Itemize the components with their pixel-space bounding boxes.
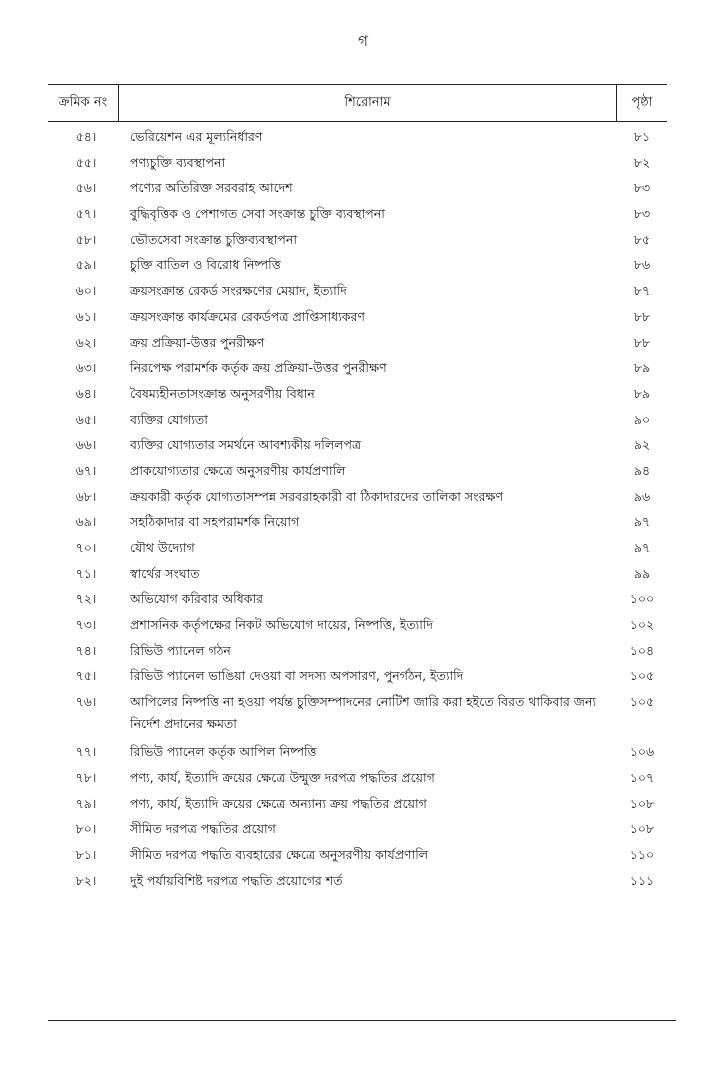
table-row bbox=[48, 816, 667, 842]
row-page: ৮৩ bbox=[633, 180, 651, 196]
row-serial: ৬৩। bbox=[75, 360, 97, 376]
row-title: পণ্যের অতিরিক্ত সরবরাহ আদেশ bbox=[130, 180, 293, 196]
table-row bbox=[48, 612, 667, 638]
row-page: ৮৬ bbox=[633, 257, 651, 273]
table-row bbox=[48, 201, 667, 227]
row-page: ৮৮ bbox=[633, 334, 651, 350]
row-title: পণ্য, কার্য, ইত্যাদি ক্রয়ের ক্ষেত্রে উন্মুক্ত দরপত্র পদ্ধতির প্রয়োগ bbox=[130, 769, 435, 785]
row-title: চুক্তি বাতিল ও বিরোধ নিষ্পত্তি bbox=[130, 257, 281, 273]
row-page: ৮৫ bbox=[633, 231, 651, 247]
table-row bbox=[48, 407, 667, 433]
row-serial: ৭৫। bbox=[75, 668, 97, 684]
page-marker: গ bbox=[358, 32, 368, 50]
table-row bbox=[48, 868, 667, 894]
row-title: ব্যক্তির যোগ্যতার সমর্থনে আবশ্যকীয় দলিলপত্র bbox=[130, 437, 362, 453]
row-page: ১১০ bbox=[629, 846, 655, 862]
row-serial: ৮১। bbox=[75, 846, 97, 862]
table-row bbox=[48, 842, 667, 868]
row-page: ৮৯ bbox=[633, 360, 651, 376]
table-header bbox=[48, 84, 667, 122]
row-title: বৈষম্যহীনতাসংক্রান্ত অনুসরণীয় বিধান bbox=[130, 385, 315, 401]
row-serial: ৭৬। bbox=[75, 694, 97, 710]
row-page: ১০৫ bbox=[629, 694, 655, 710]
row-title: পণ্য, কার্য, ইত্যাদি ক্রয়ের ক্ষেত্রে অন্যান্য ক্রয় পদ্ধতির প্রয়োগ bbox=[130, 795, 427, 811]
row-serial: ৬৯। bbox=[75, 514, 97, 530]
row-title: ভৌতসেবা সংক্রান্ত চুক্তিব্যবস্থাপনা bbox=[130, 231, 297, 247]
row-page: ৯৪ bbox=[633, 462, 651, 478]
row-page: ৯৯ bbox=[633, 565, 651, 581]
row-serial: ৫৮। bbox=[75, 231, 97, 247]
table-row bbox=[48, 227, 667, 253]
row-serial: ৫৬। bbox=[75, 180, 97, 196]
row-serial: ৬৫। bbox=[75, 411, 97, 427]
table-row bbox=[48, 791, 667, 817]
row-serial: ৬৬। bbox=[75, 437, 97, 453]
row-page: ১০৮ bbox=[629, 821, 655, 837]
row-title: পণ্যচুক্তি ব্যবস্থাপনা bbox=[130, 154, 226, 170]
row-page: ৯৭ bbox=[633, 514, 651, 530]
table-row bbox=[48, 252, 667, 278]
row-page: ৮২ bbox=[633, 154, 651, 170]
table-row bbox=[48, 509, 667, 535]
row-title: সহঠিকাদার বা সহপরামর্শক নিয়োগ bbox=[130, 514, 300, 530]
row-serial: ৭৯। bbox=[75, 795, 97, 811]
table-row bbox=[48, 765, 667, 791]
row-serial: ৬১। bbox=[75, 308, 97, 324]
row-serial: ৫৭। bbox=[75, 206, 97, 222]
table-row bbox=[48, 355, 667, 381]
table-row bbox=[48, 150, 667, 176]
table-row bbox=[48, 175, 667, 201]
table-row bbox=[48, 535, 667, 561]
row-title: ক্রয়সংক্রান্ত রেকর্ড সংরক্ষণের মেয়াদ, ইত্যাদি bbox=[130, 283, 347, 299]
table-row bbox=[48, 330, 667, 356]
table-row bbox=[48, 278, 667, 304]
row-page: ১০৭ bbox=[629, 769, 655, 785]
row-page: ৯০ bbox=[633, 411, 651, 427]
row-title: রিভিউ প্যানেল কর্তৃক আপিল নিষ্পত্তি bbox=[130, 744, 317, 760]
row-serial: ৬২। bbox=[75, 334, 97, 350]
row-title: ক্রয়সংক্রান্ত কার্যক্রমের রেকর্ডপত্র প্রাপ্তিসাধ্যকরণ bbox=[130, 308, 365, 324]
row-page: ১০৫ bbox=[629, 668, 655, 684]
row-page: ৯৭ bbox=[633, 540, 651, 555]
row-page: ৮৯ bbox=[633, 385, 651, 401]
row-serial: ৭৩। bbox=[75, 617, 97, 633]
table-row bbox=[48, 561, 667, 587]
row-serial: ৮২। bbox=[75, 872, 97, 888]
row-serial: ৫৪। bbox=[75, 129, 97, 144]
table-body bbox=[48, 122, 667, 893]
row-serial: ৫৯। bbox=[75, 257, 97, 273]
row-title: প্রশাসনিক কর্তৃপক্ষের নিকট অভিযোগ দায়ের, নিষ্পত্তি, ইত্যাদি bbox=[130, 617, 434, 633]
row-title: নিরপেক্ষ পরামর্শক কর্তৃক ক্রয় প্রক্রিয়া-উত্তর পুনরীক্ষণ bbox=[130, 360, 387, 376]
row-title: রিভিউ প্যানেল ভাঙিয়া দেওয়া বা সদস্য অপসারণ, পুনর্গঠন, ইত্যাদি bbox=[130, 668, 464, 684]
row-page: ৮৮ bbox=[633, 308, 651, 324]
table-of-contents bbox=[48, 84, 667, 893]
table-row bbox=[48, 638, 667, 664]
row-page: ৯২ bbox=[633, 437, 651, 453]
row-title: সীমিত দরপত্র পদ্ধতির প্রয়োগ bbox=[130, 821, 276, 837]
bottom-rule bbox=[48, 1020, 676, 1021]
row-title: রিভিউ প্যানেল গঠন bbox=[130, 642, 231, 658]
row-title: ক্রয় প্রক্রিয়া-উত্তর পুনরীক্ষণ bbox=[130, 334, 265, 350]
table-row bbox=[48, 124, 667, 150]
row-page: ১০৮ bbox=[629, 795, 655, 811]
row-title: স্বার্থের সংঘাত bbox=[130, 565, 200, 581]
row-title: ভেরিয়েশন এর মূল্যনির্ধারণ bbox=[130, 129, 263, 144]
table-row bbox=[48, 739, 667, 765]
row-title: ব্যক্তির যোগ্যতা bbox=[130, 411, 208, 427]
row-title: আপিলের নিষ্পত্তি না হওয়া পর্যন্ত চুক্তিসম্পাদনের নোটিশ জারি করা হইতে বিরত থাকিবার জন্য নির্দেশ প্রদানের ক্ষমতা bbox=[130, 694, 597, 732]
header-page: পৃষ্ঠা bbox=[631, 94, 653, 110]
row-serial: ৬০। bbox=[75, 283, 97, 299]
row-page: ১১১ bbox=[629, 872, 655, 888]
row-title: অভিযোগ করিবার অধিকার bbox=[130, 591, 264, 607]
table-row bbox=[48, 484, 667, 510]
row-serial: ৬৮। bbox=[75, 488, 97, 504]
row-serial: ৭৮। bbox=[75, 769, 97, 785]
row-page: ৯৬ bbox=[633, 488, 651, 504]
table-row bbox=[48, 586, 667, 612]
row-page: ১০৪ bbox=[629, 642, 655, 658]
row-serial: ৬৭। bbox=[75, 462, 97, 478]
row-page: ৮৩ bbox=[633, 206, 651, 222]
table-row bbox=[48, 432, 667, 458]
table-row bbox=[48, 663, 667, 689]
row-page: ১০২ bbox=[629, 617, 655, 633]
row-page: ৮৭ bbox=[633, 283, 651, 299]
row-serial: ৬৪। bbox=[75, 385, 97, 401]
row-title: সীমিত দরপত্র পদ্ধতি ব্যবহারের ক্ষেত্রে অনুসরণীয় কার্যপ্রণালি bbox=[130, 846, 429, 862]
row-serial: ৭৪। bbox=[75, 642, 97, 658]
table-row bbox=[48, 689, 667, 739]
row-serial: ৭১। bbox=[75, 565, 97, 581]
table-row bbox=[48, 381, 667, 407]
row-serial: ৭৭। bbox=[75, 744, 97, 760]
row-title: দুই পর্যায়বিশিষ্ট দরপত্র পদ্ধতি প্রয়োগের শর্ত bbox=[130, 872, 343, 888]
row-title: ক্রয়কারী কর্তৃক যোগ্যতাসম্পন্ন সরবরাহকারী বা ঠিকাদারদের তালিকা সংরক্ষণ bbox=[130, 488, 504, 504]
row-serial: ৮০। bbox=[75, 821, 97, 837]
row-serial: ৭২। bbox=[75, 591, 97, 607]
row-title: যৌথ উদ্যোগ bbox=[130, 540, 195, 555]
row-serial: ৭০। bbox=[75, 540, 97, 555]
row-page: ৮১ bbox=[633, 129, 651, 144]
row-page: ১০৬ bbox=[629, 744, 655, 760]
header-title: শিরোনাম bbox=[119, 85, 617, 121]
row-page: ১০০ bbox=[629, 591, 655, 607]
row-title: প্রাকযোগ্যতার ক্ষেত্রে অনুসরণীয় কার্যপ্রণালি bbox=[130, 462, 346, 478]
table-row bbox=[48, 304, 667, 330]
header-serial: ক্রমিক নং bbox=[48, 85, 119, 121]
row-title: বুদ্ধিবৃত্তিক ও পেশাগত সেবা সংক্রান্ত চুক্তি ব্যবস্থাপনা bbox=[130, 206, 385, 222]
table-row bbox=[48, 458, 667, 484]
row-serial: ৫৫। bbox=[75, 154, 97, 170]
